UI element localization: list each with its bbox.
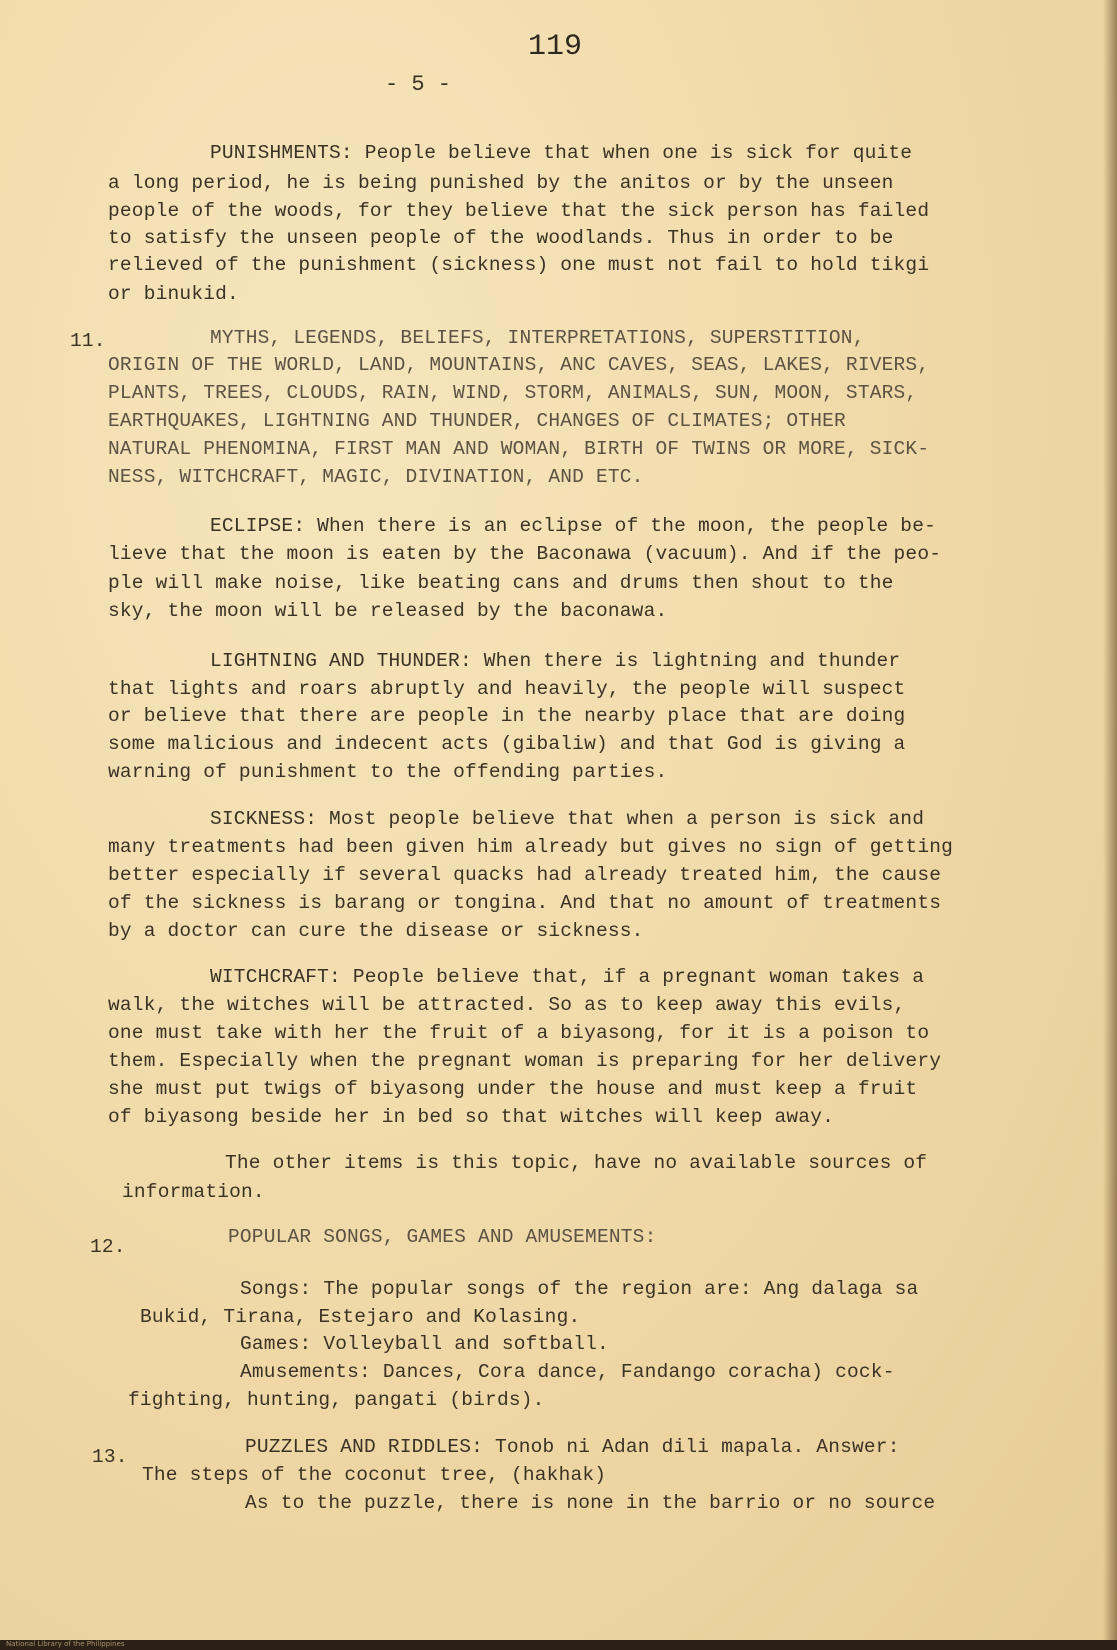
section-11-number: 11. — [70, 330, 106, 352]
section-13-number: 13. — [92, 1446, 128, 1468]
witchcraft-line: WITCHCRAFT: People believe that, if a pregnant woman takes a — [210, 966, 925, 988]
sickness-line: better especially if several quacks had already treated him, the cause — [108, 864, 942, 886]
section-13-line: The steps of the coconut tree, (hakhak) — [142, 1464, 607, 1486]
witchcraft-line: one must take with her the fruit of a biyasong, for it is a poison to — [108, 1022, 930, 1044]
witchcraft-line: she must put twigs of biyasong under the house and must keep a fruit — [108, 1078, 918, 1100]
section-11-heading-line: NESS, WITCHCRAFT, MAGIC, DIVINATION, AND ETC. — [108, 466, 644, 488]
lightning-line: LIGHTNING AND THUNDER: When there is lightning and thunder — [210, 650, 901, 672]
lightning-line: warning of punishment to the offending parties. — [108, 761, 668, 783]
eclipse-line: ple will make noise, like beating cans and drums then shout to the — [108, 572, 894, 594]
section-12-line: fighting, hunting, pangati (birds). — [128, 1389, 545, 1411]
witchcraft-line: walk, the witches will be attracted. So as to keep away this evils, — [108, 994, 906, 1016]
sickness-line: many treatments had been given him already but gives no sign of getting — [108, 836, 954, 858]
section-12-line: Songs: The popular songs of the region are: Ang dalaga sa — [240, 1278, 919, 1300]
section-11-heading-line: MYTHS, LEGENDS, BELIEFS, INTERPRETATIONS, SUPERSTITION, — [210, 327, 865, 349]
section-11-heading-line: PLANTS, TREES, CLOUDS, RAIN, WIND, STORM, ANIMALS, SUN, MOON, STARS, — [108, 382, 918, 404]
sub-page-number: - 5 - — [385, 72, 452, 97]
other-items-line: The other items is this topic, have no available sources of — [225, 1152, 928, 1174]
eclipse-line: ECLIPSE: When there is an eclipse of the moon, the people be- — [210, 515, 937, 537]
section-13-line: PUZZLES AND RIDDLES: Tonob ni Adan dili mapala. Answer: — [245, 1436, 900, 1458]
lightning-line: some malicious and indecent acts (gibaliw) and that God is giving a — [108, 733, 906, 755]
other-items-line: information. — [122, 1181, 265, 1203]
section-13-line: As to the puzzle, there is none in the barrio or no source — [245, 1492, 936, 1514]
section-11-heading-line: EARTHQUAKES, LIGHTNING AND THUNDER, CHANGES OF CLIMATES; OTHER — [108, 410, 846, 432]
section-12-line: Games: Volleyball and softball. — [240, 1333, 609, 1355]
witchcraft-line: of biyasong beside her in bed so that witches will keep away. — [108, 1106, 835, 1128]
sickness-line: SICKNESS: Most people believe that when a person is sick and — [210, 808, 925, 830]
page-number: 119 — [528, 30, 583, 64]
footer-stamp: National Library of the Philippines — [6, 1640, 125, 1648]
sickness-line: by a doctor can cure the disease or sickness. — [108, 920, 644, 942]
section-12-line: Bukid, Tirana, Estejaro and Kolasing. — [140, 1306, 581, 1328]
punishments-line: to satisfy the unseen people of the woodlands. Thus in order to be — [108, 227, 894, 249]
lightning-line: that lights and roars abruptly and heavily, the people will suspect — [108, 678, 906, 700]
sickness-line: of the sickness is barang or tongina. And that no amount of treatments — [108, 892, 942, 914]
section-11-heading-line: ORIGIN OF THE WORLD, LAND, MOUNTAINS, ANC CAVES, SEAS, LAKES, RIVERS, — [108, 354, 930, 376]
punishments-line: relieved of the punishment (sickness) one must not fail to hold tikgi — [108, 254, 930, 276]
section-12-line: Amusements: Dances, Cora dance, Fandango coracha) cock- — [240, 1361, 895, 1383]
section-12-heading: POPULAR SONGS, GAMES AND AMUSEMENTS: — [228, 1226, 657, 1248]
witchcraft-line: them. Especially when the pregnant woman is preparing for her delivery — [108, 1050, 942, 1072]
section-11-heading-line: NATURAL PHENOMINA, FIRST MAN AND WOMAN, BIRTH OF TWINS OR MORE, SICK- — [108, 438, 930, 460]
punishments-line: people of the woods, for they believe that the sick person has failed — [108, 200, 930, 222]
eclipse-line: lieve that the moon is eaten by the Baconawa (vacuum). And if the peo- — [108, 543, 942, 565]
punishments-line: or binukid. — [108, 283, 239, 305]
eclipse-line: sky, the moon will be released by the baconawa. — [108, 600, 668, 622]
lightning-line: or believe that there are people in the nearby place that are doing — [108, 705, 906, 727]
page-edge-shadow — [1103, 0, 1117, 1650]
section-12-number: 12. — [90, 1236, 126, 1258]
punishments-line: a long period, he is being punished by the anitos or by the unseen — [108, 172, 894, 194]
punishments-line: PUNISHMENTS: People believe that when one is sick for quite — [210, 142, 913, 164]
scan-footer — [0, 1640, 1117, 1650]
